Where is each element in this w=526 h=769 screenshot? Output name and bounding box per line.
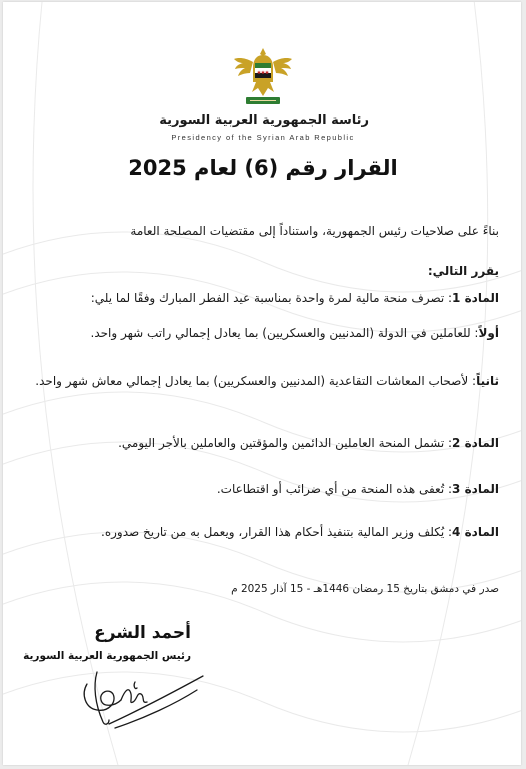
issue-date: صدر في دمشق بتاريخ 15 رمضان 1446هـ - 15 آذار 2025 م bbox=[231, 583, 499, 595]
issuer-english: Presidency of the Syrian Arab Republic bbox=[171, 133, 355, 142]
article-1 bbox=[21, 289, 499, 308]
article-3-text: : تُعفى هذه المنحة من أي ضرائب أو اقتطاعات. bbox=[216, 482, 453, 496]
article-3 bbox=[21, 480, 499, 499]
article-3-label: المادة 3 bbox=[452, 482, 499, 496]
article-4-text: : يُكلف وزير المالية بتنفيذ أحكام هذا القرار، ويعمل به من تاريخ صدوره. bbox=[101, 525, 453, 539]
signatory-name: أحمد الشرع bbox=[94, 623, 191, 643]
clause-first-label: أولاً bbox=[478, 326, 499, 340]
issuer-arabic: رئاسة الجمهورية العربية السورية bbox=[159, 113, 369, 128]
article-2-text: : تشمل المنحة العاملين الدائمين والمؤقتين والعاملين بالأجر اليومي. bbox=[118, 436, 453, 450]
article-4-label: المادة 4 bbox=[452, 525, 499, 539]
clause-second-label: ثانياً bbox=[476, 374, 499, 388]
clause-second-text: : لأصحاب المعاشات التقاعدية (المدنيين والعسكريين) بما يعادل إجمالي معاش شهر واحد. bbox=[35, 374, 477, 388]
decides-heading: يقرر التالي: bbox=[427, 264, 499, 278]
clause-second bbox=[21, 372, 499, 391]
preamble: بناءً على صلاحيات رئيس الجمهورية، واستناداً إلى مقتضيات المصلحة العامة bbox=[130, 224, 499, 238]
article-2 bbox=[21, 434, 499, 453]
clause-first bbox=[21, 324, 499, 343]
decree-page bbox=[3, 2, 521, 765]
decree-title: القرار رقم (6) لعام 2025 bbox=[128, 156, 398, 180]
article-2-label: المادة 2 bbox=[452, 436, 499, 450]
article-4 bbox=[21, 523, 499, 542]
article-1-label: المادة 1 bbox=[452, 291, 499, 305]
clause-first-text: : للعاملين في الدولة (المدنيين والعسكريين) بما يعادل إجمالي راتب شهر واحد. bbox=[90, 326, 479, 340]
handwritten-signature bbox=[75, 664, 210, 732]
article-1-text: : تصرف منحة مالية لمرة واحدة بمناسبة عيد الفطر المبارك وفقًا لما يلي: bbox=[90, 291, 453, 305]
signatory-title: رئيس الجمهورية العربية السورية bbox=[23, 650, 191, 662]
syrian-eagle-emblem-icon bbox=[232, 44, 294, 108]
